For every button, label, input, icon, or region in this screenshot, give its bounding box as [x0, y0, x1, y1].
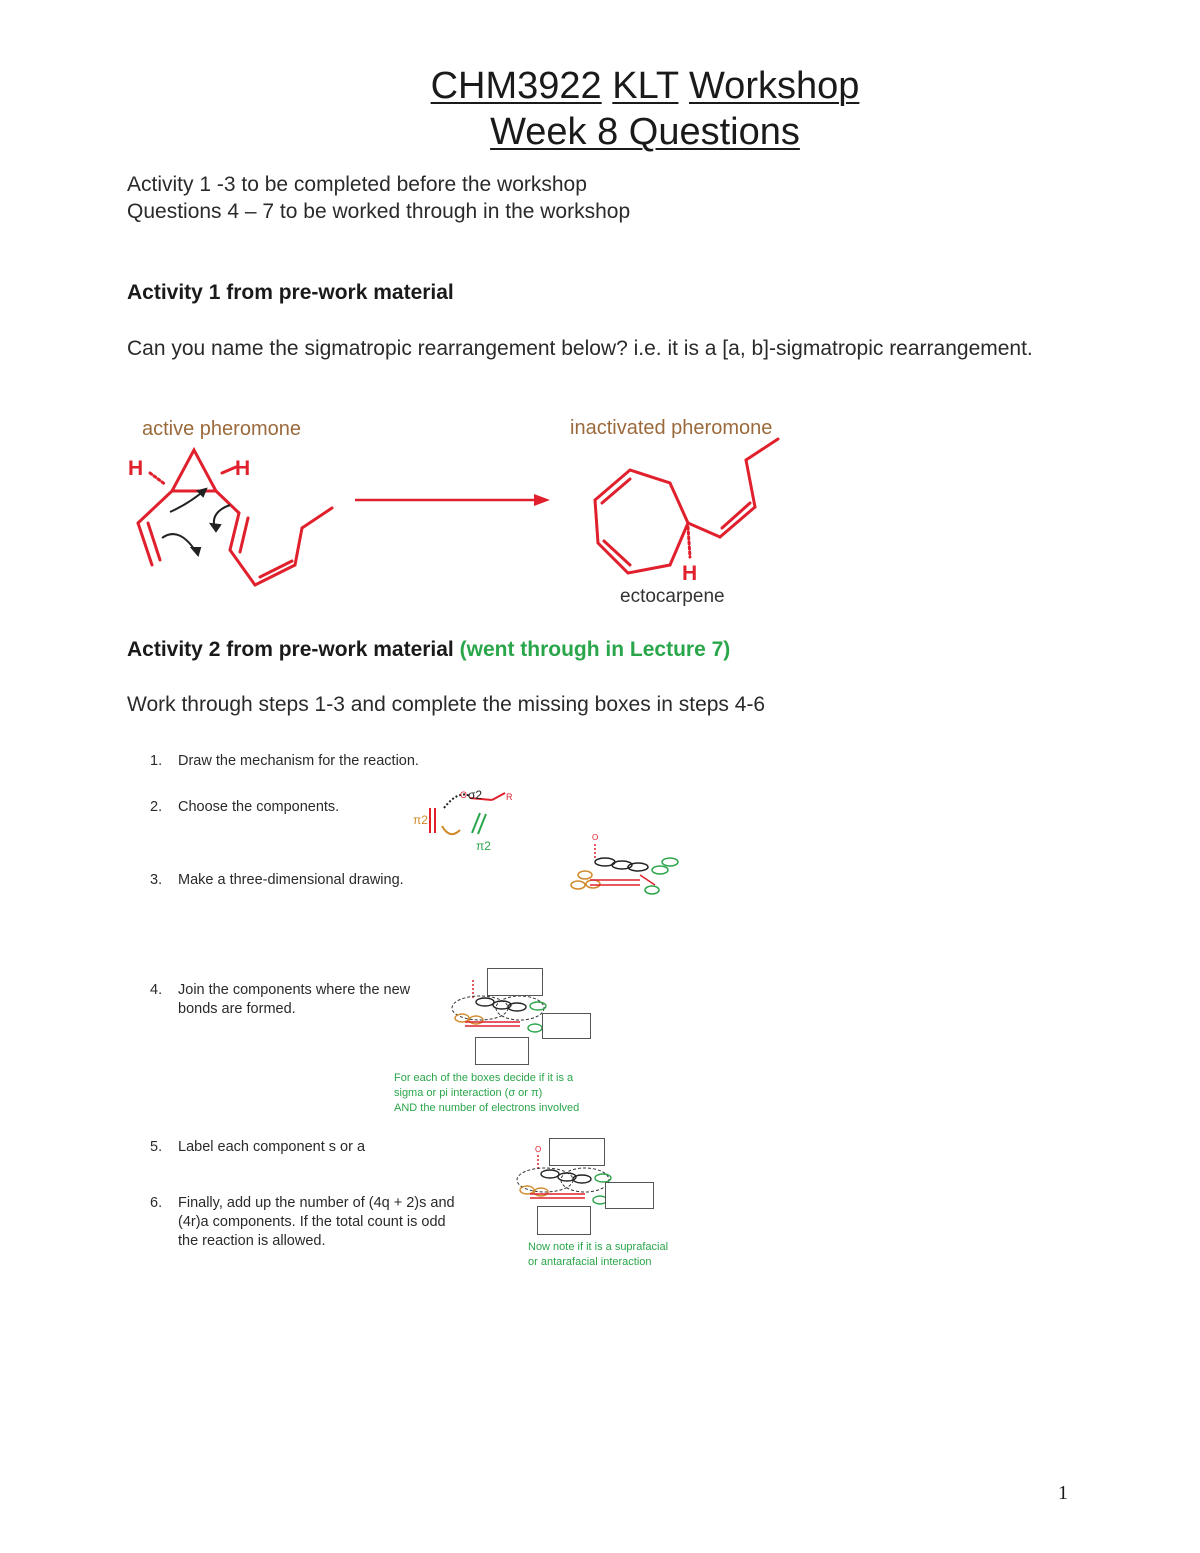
intro-line-1: Activity 1 -3 to be completed before the workshop	[127, 173, 587, 196]
step-2-text: Choose the components.	[178, 799, 340, 815]
answer-box-right[interactable]	[542, 1013, 591, 1039]
step-6-text: Finally, add up the number of (4q + 2)s and (4r)a components. If the total count is odd the reaction is allowed.	[178, 1195, 455, 1249]
answer-box-top[interactable]	[487, 968, 543, 996]
title-week: Week 8 Questions	[490, 111, 800, 153]
step-2-number: 2.	[150, 799, 163, 815]
activity2-instruction: Work through steps 1-3 and complete the missing boxes in steps 4-6	[127, 693, 766, 716]
step-5-number: 5.	[150, 1139, 163, 1155]
pi2-label-left: π2	[413, 813, 428, 827]
step-1-text: Draw the mechanism for the reaction.	[178, 753, 419, 769]
label-ectocarpene: ectocarpene	[620, 586, 725, 607]
activity1-heading: Activity 1 from pre-work material	[127, 281, 454, 304]
answer-box-top-6[interactable]	[549, 1138, 605, 1166]
document-title-line1	[0, 64, 1200, 108]
step6-note-line2: or antarafacial interaction	[528, 1256, 652, 1268]
activity1-question: Can you name the sigmatropic rearrangement below? i.e. it is a [a, b]-sigmatropic rearrangement.	[127, 337, 1033, 360]
step-1-number: 1.	[150, 753, 163, 769]
hydrogen-right: H	[235, 457, 251, 480]
step4-note-line1: For each of the boxes decide if it is a	[394, 1072, 574, 1084]
oxygen-label: O	[460, 790, 468, 800]
activity2-heading-text: Activity 2 from pre-work material	[127, 638, 454, 661]
r-group-label: R	[506, 792, 513, 802]
answer-box-bottom-6[interactable]	[537, 1206, 591, 1235]
activity1-scheme	[110, 405, 830, 615]
step-6-number: 6.	[150, 1195, 163, 1211]
hydrogen-left: H	[128, 457, 144, 480]
curly-arrows	[162, 489, 230, 555]
document-title-line2	[0, 110, 1200, 154]
page-number: 1	[1058, 1482, 1068, 1504]
title-course-code: CHM3922	[430, 65, 602, 107]
activity2-heading	[127, 638, 730, 662]
step-3-text: Make a three-dimensional drawing.	[178, 872, 404, 888]
title-klt: KLT	[612, 65, 679, 107]
pi2-label-bottom: π2	[476, 839, 491, 853]
label-inactivated-pheromone: inactivated pheromone	[570, 417, 773, 439]
step4-note	[394, 1071, 579, 1116]
step4-note-line2: sigma or pi interaction (σ or π)	[394, 1087, 543, 1099]
answer-box-right-6[interactable]	[605, 1182, 654, 1209]
step-5-text: Label each component s or a	[178, 1139, 366, 1155]
activity2-heading-note: (went through in Lecture 7)	[459, 638, 731, 661]
components-diagram	[410, 778, 530, 858]
step-4-number: 4.	[150, 982, 163, 998]
step4-note-line3: AND the number of electrons involved	[394, 1102, 580, 1114]
title-workshop: Workshop	[689, 65, 860, 107]
step6-oxygen-label: O	[535, 1145, 542, 1154]
sigma2-label: σ2	[468, 788, 483, 802]
orbital-drawing-3d	[560, 830, 685, 905]
hydrogen-product: H	[682, 562, 698, 585]
reaction-arrow	[355, 494, 550, 506]
intro-line-2: Questions 4 – 7 to be worked through in the workshop	[127, 200, 631, 223]
ectocarpene-structure	[595, 439, 778, 573]
label-active-pheromone: active pheromone	[142, 418, 301, 440]
orbital-oxygen-label: O	[592, 833, 599, 842]
step6-note	[528, 1240, 668, 1270]
step6-note-line1: Now note if it is a suprafacial	[528, 1241, 669, 1253]
step-4-text: Join the components where the new bonds are formed.	[178, 982, 411, 1017]
answer-box-bottom[interactable]	[475, 1037, 529, 1065]
step-3-number: 3.	[150, 872, 163, 888]
